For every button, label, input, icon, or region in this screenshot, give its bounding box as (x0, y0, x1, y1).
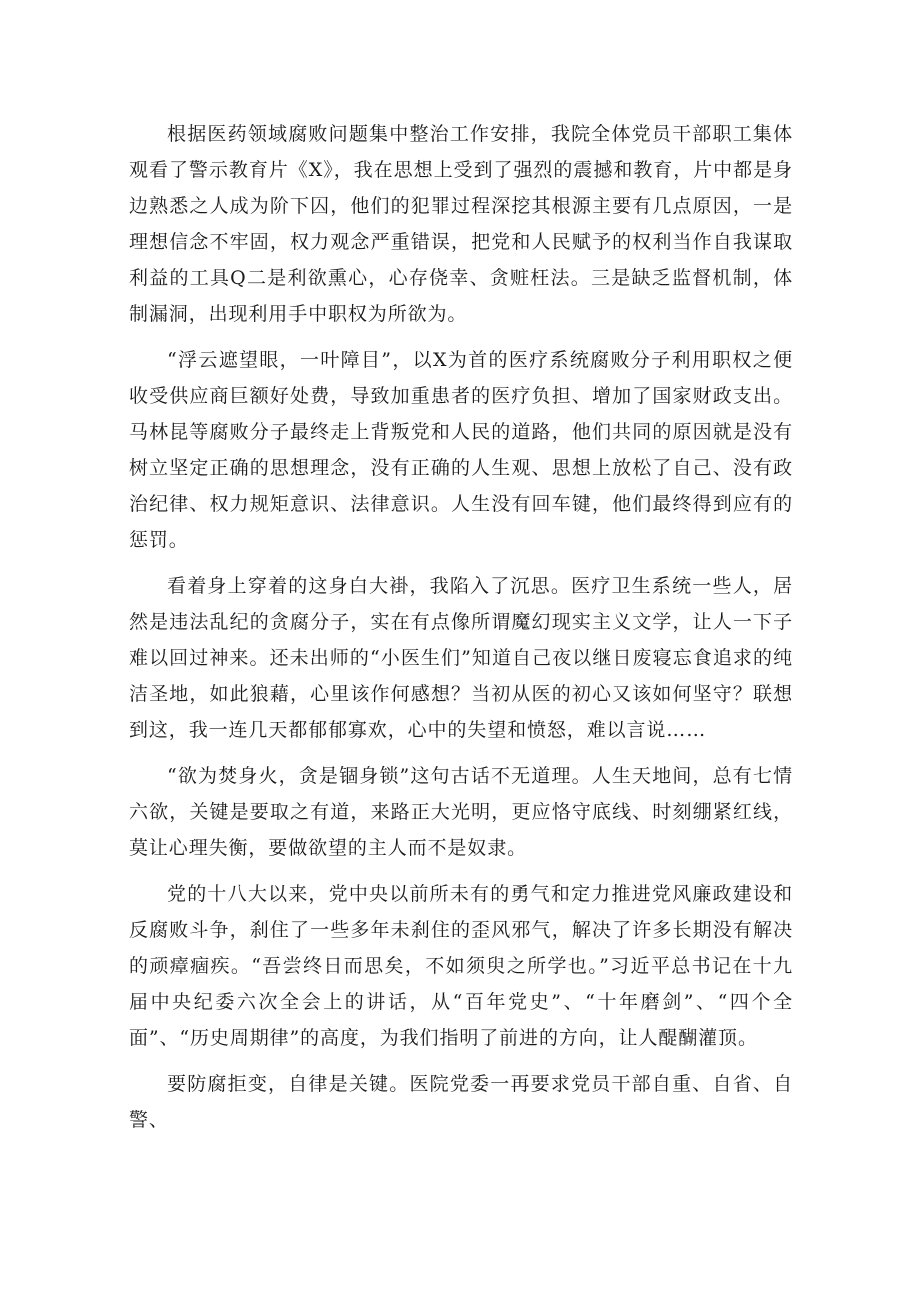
paragraph-1: 根据医药领域腐败问题集中整治工作安排，我院全体党员干部职工集体观看了警示教育片《X》，我在思想上受到了强烈的震撼和教育，片中都是身边熟悉之人成为阶下囚，他们的犯罪过程深挖其根源主要有几点原因，一是理想信念不牢固，权力观念严重错误，把党和人民赋予的权利当作自我谋取利益的工具Q二是利欲熏心，心存侥幸、贪赃枉法。三是缺乏监督机制，体制漏洞，出现利用手中职权为所欲为。 (129, 123, 793, 325)
paragraph-3: 看着身上穿着的这身白大褂，我陷入了沉思。医疗卫生系统一些人，居然是违法乱纪的贪腐分子，实在有点像所谓魔幻现实主义文学，让人一下子难以回过神来。还未出师的“小医生们”知道自己夜以继日废寝忘食追求的纯洁圣地，如此狼藉，心里该作何感想？当初从医的初心又该如何坚守？联想到这，我一连几天都郁郁寡欢，心中的失望和愤怒，难以言说…… (129, 575, 793, 741)
document-body (129, 116, 793, 1148)
paragraph-2: “浮云遮望眼，一叶障目”，以X为首的医疗系统腐败分子利用职权之便收受供应商巨额好处费，导致加重患者的医疗负担、增加了国家财政支出。马林昆等腐败分子最终走上背叛党和人民的道路，他们共同的原因就是没有树立坚定正确的思想理念，没有正确的人生观、思想上放松了自己、没有政治纪律、权力规矩意识、法律意识。人生没有回车键，他们最终得到应有的惩罚。 (129, 349, 793, 551)
paragraph-6: 要防腐拒变，自律是关键。医院党委一再要求党员干部自重、自省、自警、 (129, 1073, 793, 1131)
paragraph-4: “欲为焚身火，贪是锢身锁”这句古话不无道理。人生天地间，总有七情六欲，关键是要取之有道，来路正大光明，更应恪守底线、时刻绷紧红线，莫让心理失衡，要做欲望的主人而不是奴隶。 (129, 765, 793, 859)
paragraph-5: 党的十八大以来，党中央以前所未有的勇气和定力推进党风廉政建设和反腐败斗争，刹住了一些多年未刹住的歪风邪气，解决了许多长期没有解决的顽瘴痼疾。“吾尝终日而思矣，不如须臾之所学也。”习近平总书记在十九届中央纪委六次全会上的讲话，从“百年党史”、“十年磨剑”、“四个全面”、“历史周期律”的高度，为我们指明了前进的方向，让人醍醐灌顶。 (129, 883, 793, 1049)
